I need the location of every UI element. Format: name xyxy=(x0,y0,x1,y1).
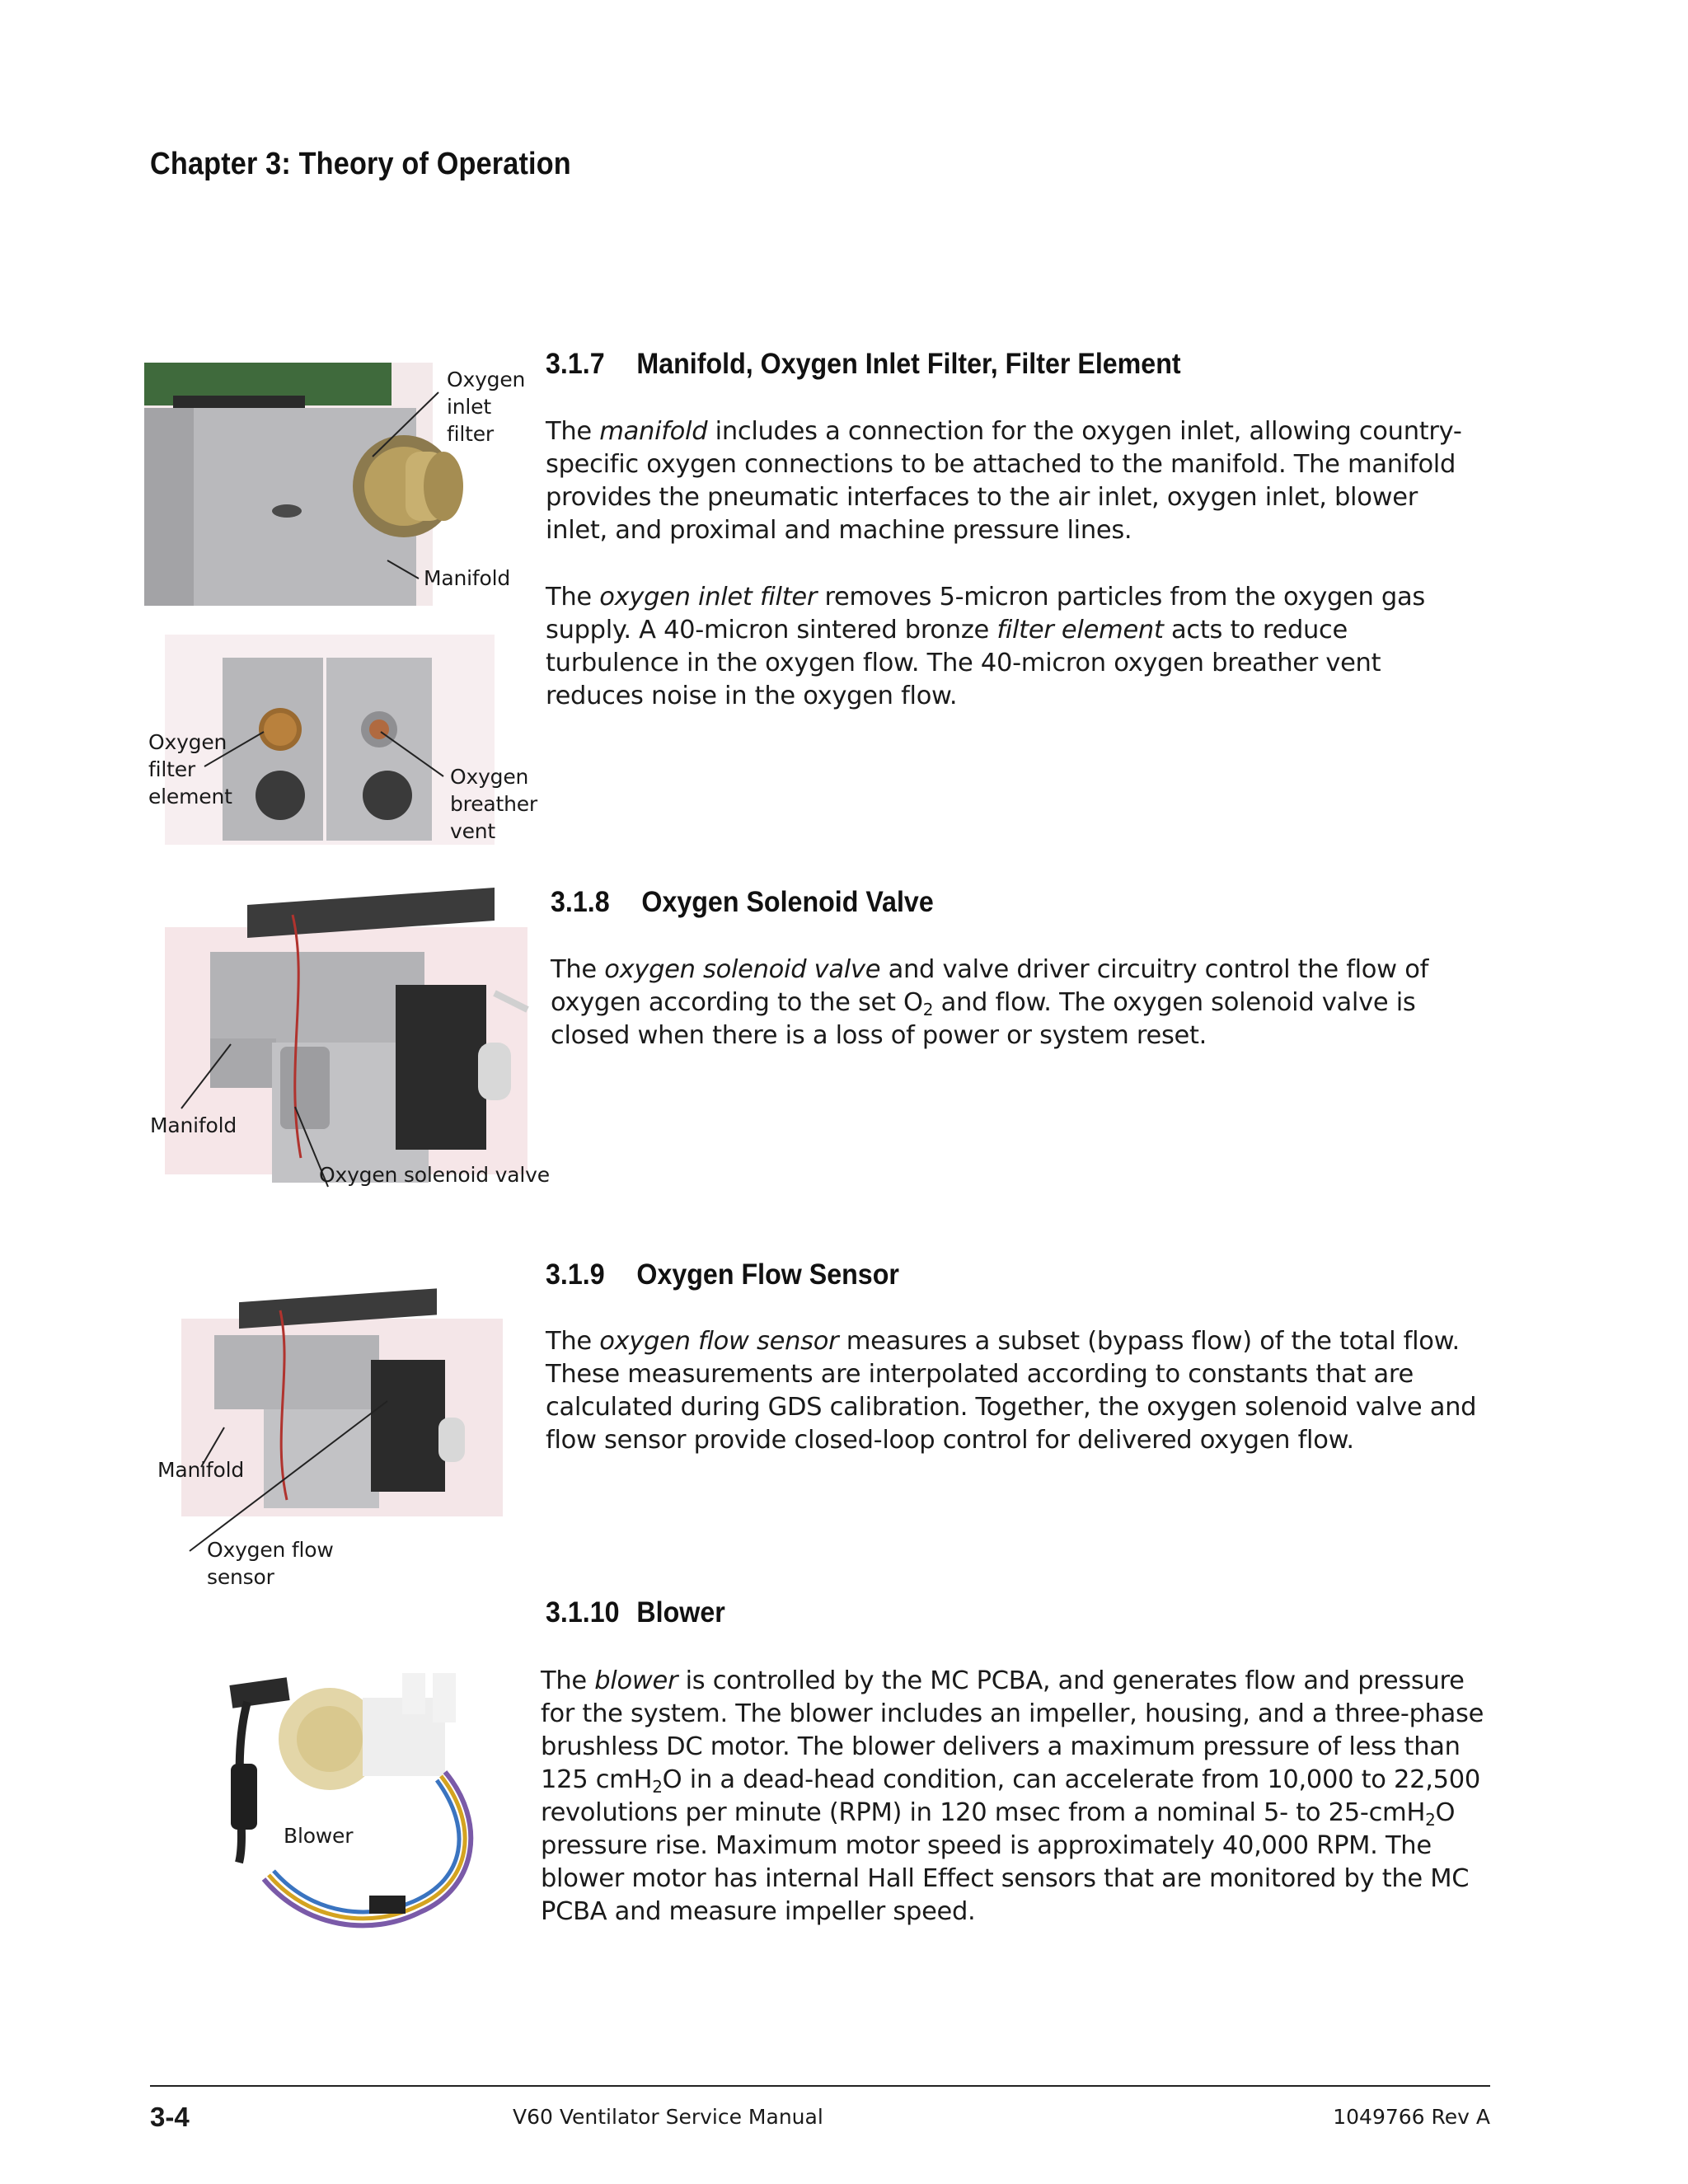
callout-blower: Blower xyxy=(284,1824,354,1848)
section-number: 3.1.10 xyxy=(546,1596,620,1629)
callout-oxygen-filter-element: Oxygen filter element xyxy=(148,730,232,808)
callout-oxygen-breather-vent: Oxygen breather vent xyxy=(450,765,538,843)
callout-oxygen-inlet-filter: Oxygen inlet filter xyxy=(447,368,526,446)
section-heading-3-1-9 xyxy=(546,1258,899,1291)
italic-term: filter element xyxy=(996,616,1164,644)
document-number: 1049766 Rev A xyxy=(1333,2105,1490,2129)
text-run: The xyxy=(546,583,600,612)
callout-manifold: Manifold xyxy=(150,1113,237,1137)
callout-leaders xyxy=(140,1302,511,1558)
subscript: 2 xyxy=(922,1000,934,1019)
callout-oxygen-flow-sensor: Oxygen flow sensor xyxy=(207,1538,334,1589)
paragraph xyxy=(546,415,1485,547)
section-number: 3.1.9 xyxy=(546,1258,605,1291)
chapter-title: Chapter 3: Theory of Operation xyxy=(150,147,571,181)
text-run: The xyxy=(546,1327,600,1356)
callout-oxygen-solenoid-valve: Oxygen solenoid valve xyxy=(319,1163,550,1187)
section-heading-3-1-7 xyxy=(546,348,1181,381)
italic-term: oxygen flow sensor xyxy=(599,1327,839,1356)
text-run: and valve driver circuitry control the flow of oxygen according to the set O xyxy=(551,955,1429,1017)
italic-term: oxygen inlet filter xyxy=(599,583,818,612)
text-run: O in a dead-head condition, can accelerate from 10,000 to 22,500 revolutions per minute (RPM) in 120 msec from a nominal 5- to 25-cmH xyxy=(541,1765,1480,1827)
manual-title: V60 Ventilator Service Manual xyxy=(513,2105,823,2129)
text-run: The xyxy=(546,417,600,446)
section-title: Oxygen Flow Sensor xyxy=(636,1258,899,1291)
text-run: The xyxy=(551,955,605,984)
text-run: O pressure rise. Maximum motor speed is approximately 40,000 RPM. The blower motor has internal Hall Effect sensors that are monitored by the MC PCBA and measure impeller speed. xyxy=(541,1798,1470,1926)
paragraph xyxy=(551,954,1490,1052)
italic-term: oxygen solenoid valve xyxy=(604,955,881,984)
page-number: 3-4 xyxy=(150,2102,190,2132)
text-run: measures a subset (bypass flow) of the total flow. These measurements are interpolated according to constants that are calculated during GDS calibration. Together, the oxygen solenoid valve and flow sensor provide closed-loop control for delivered oxygen flow. xyxy=(546,1327,1477,1455)
text-run: is controlled by the MC PCBA, and generates flow and pressure for the system. The blower includes an impeller, housing, and a three-phase brushless DC motor. The blower delivers a maximum pressure of less than 125 cmH xyxy=(541,1666,1484,1794)
text-run: and flow. The oxygen solenoid valve is closed when there is a loss of power or system reset. xyxy=(551,988,1416,1050)
paragraph xyxy=(546,581,1485,713)
paragraph xyxy=(541,1665,1489,1929)
subscript: 2 xyxy=(1425,1810,1436,1830)
text-run: includes a connection for the oxygen inlet, allowing country-specific oxygen connections to be attached to the manifold. The manifold provides the pneumatic interfaces to the air inlet, oxygen inlet, blower inlet, and proximal and machine pressure lines. xyxy=(546,417,1462,545)
callout-manifold: Manifold xyxy=(424,566,510,590)
footer-rule xyxy=(150,2085,1490,2087)
section-title: Blower xyxy=(636,1596,725,1629)
text-run: removes 5-micron particles from the oxygen gas supply. A 40-micron sintered bronze xyxy=(546,583,1425,644)
section-number: 3.1.7 xyxy=(546,348,605,380)
blower-photo xyxy=(214,1665,495,1970)
section-number: 3.1.8 xyxy=(551,886,610,918)
italic-term: blower xyxy=(594,1666,678,1695)
italic-term: manifold xyxy=(599,417,708,446)
section-title: Manifold, Oxygen Inlet Filter, Filter Element xyxy=(636,348,1181,380)
section-title: Oxygen Solenoid Valve xyxy=(641,886,934,918)
subscript: 2 xyxy=(652,1777,663,1797)
callout-manifold: Manifold xyxy=(157,1458,244,1482)
section-heading-3-1-10 xyxy=(546,1596,725,1629)
text-run: acts to reduce turbulence in the oxygen flow. The 40-micron oxygen breather vent reduces noise in the oxygen flow. xyxy=(546,616,1381,710)
paragraph xyxy=(546,1325,1485,1457)
text-run: The xyxy=(541,1666,595,1695)
section-heading-3-1-8 xyxy=(551,886,934,919)
